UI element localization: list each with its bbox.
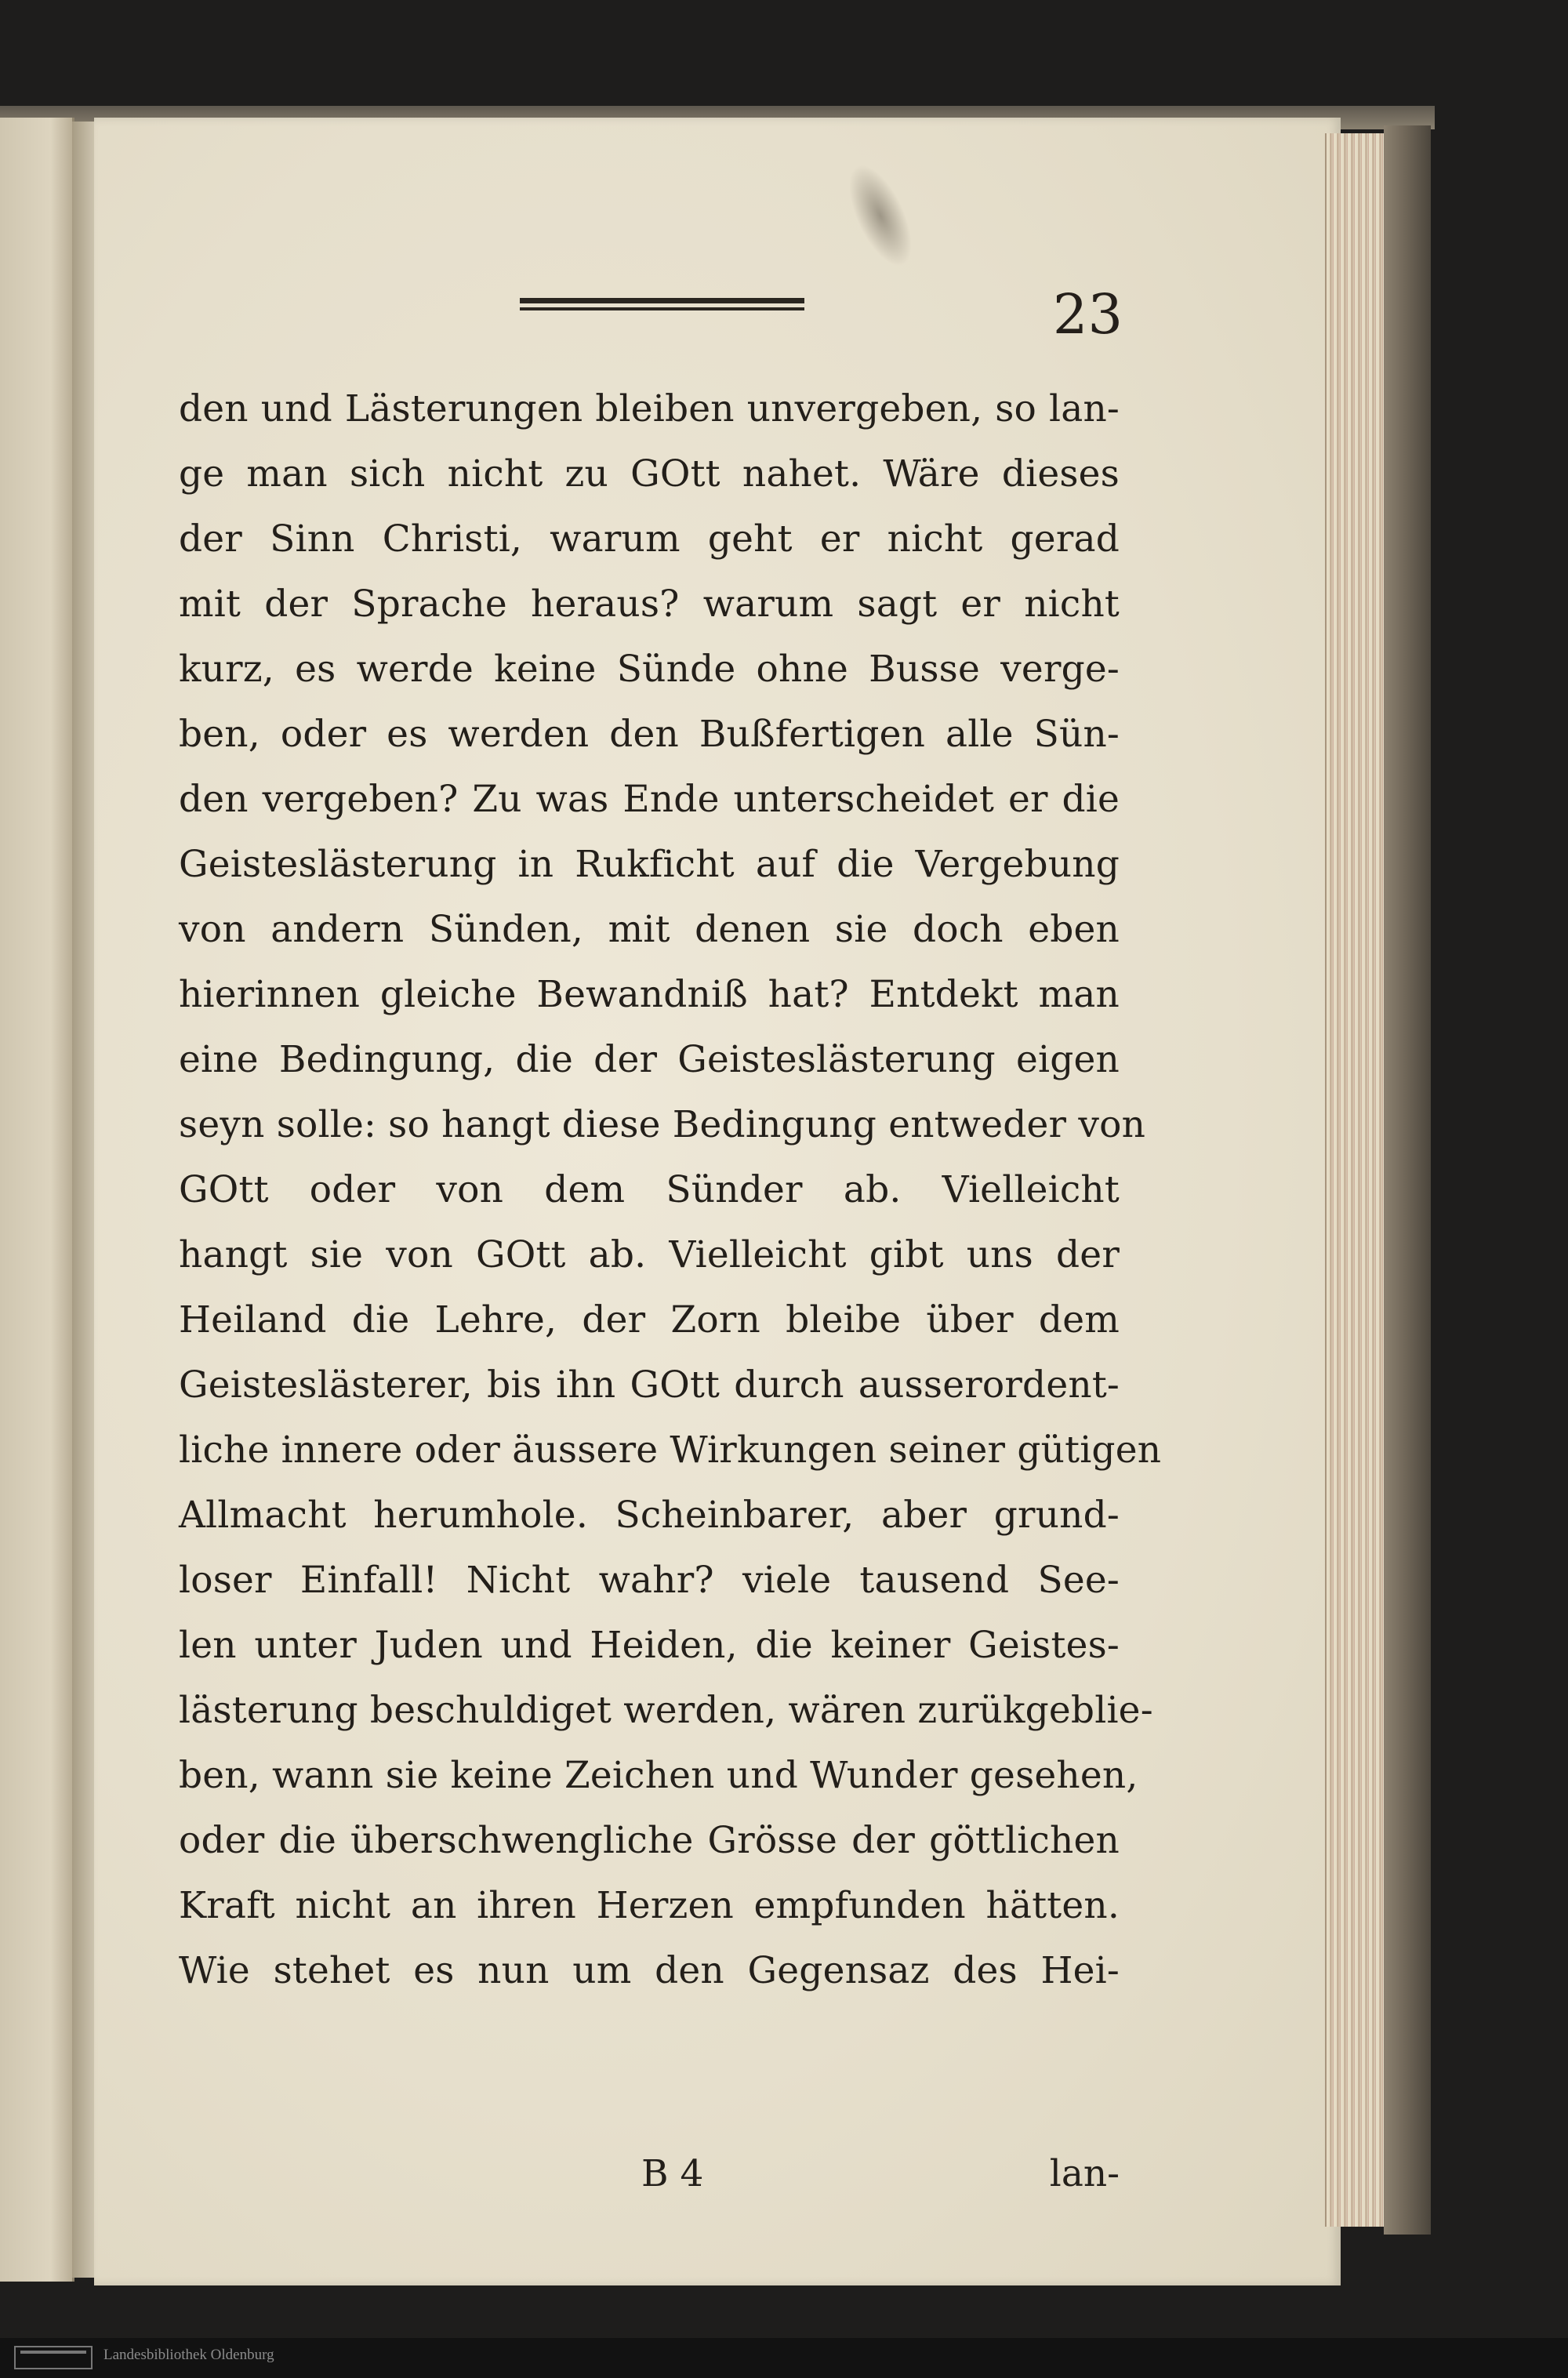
text-line: den vergeben? Zu was Ende unterscheidet er die xyxy=(179,778,1120,821)
page-edges xyxy=(1325,133,1385,2227)
text-line: Geisteslästerung in Rukficht auf die Vergebung xyxy=(179,843,1120,886)
text-line: Allmacht herumhole. Scheinbarer, aber grund- xyxy=(179,1494,1120,1537)
text-line: der Sinn Christi, warum geht er nicht gerad xyxy=(179,517,1120,561)
text-line: GOtt oder von dem Sünder ab. Vielleicht xyxy=(179,1168,1120,1211)
library-name: Landesbibliothek Oldenburg xyxy=(103,2347,274,2363)
text-line: den und Lästerungen bleiben unvergeben, so lan- xyxy=(179,387,1120,430)
catchword: lan- xyxy=(1049,2152,1120,2195)
text-line: Heiland die Lehre, der Zorn bleibe über dem xyxy=(179,1298,1120,1341)
header-rule xyxy=(520,298,804,314)
text-line: von andern Sünden, mit denen sie doch eben xyxy=(179,908,1120,951)
text-line: ben, oder es werden den Bußfertigen alle Sün- xyxy=(179,713,1120,756)
library-building-icon xyxy=(14,2346,93,2369)
text-line: Wie stehet es nun um den Gegensaz des Hei- xyxy=(179,1949,1120,1992)
text-line: kurz, es werde keine Sünde ohne Busse verge- xyxy=(179,648,1120,691)
text-line: len unter Juden und Heiden, die keiner Geistes- xyxy=(179,1624,1120,1667)
body-text xyxy=(179,376,1162,2003)
text-line: seyn solle: so hangt diese Bedingung entweder von xyxy=(179,1103,1146,1146)
page-footer xyxy=(179,2152,1120,2207)
book-cover-edge xyxy=(1384,125,1431,2235)
text-line: hangt sie von GOtt ab. Vielleicht gibt uns der xyxy=(179,1233,1120,1276)
text-line: Geisteslästerer, bis ihn GOtt durch ausserordent- xyxy=(179,1363,1120,1407)
text-line: Kraft nicht an ihren Herzen empfunden hätten. xyxy=(179,1884,1120,1927)
text-line: ge man sich nicht zu GOtt nahet. Wäre dieses xyxy=(179,452,1120,496)
text-line: oder die überschwengliche Grösse der göttlichen xyxy=(179,1819,1120,1862)
text-line: ben, wann sie keine Zeichen und Wunder gesehen, xyxy=(179,1754,1138,1797)
text-line: liche innere oder äussere Wirkungen seiner gütigen xyxy=(179,1429,1162,1472)
signature-mark: B 4 xyxy=(641,2152,704,2195)
text-line: lästerung beschuldiget werden, wären zurükgeblie- xyxy=(179,1689,1153,1732)
text-line: mit der Sprache heraus? warum sagt er nicht xyxy=(179,583,1120,626)
text-line: eine Bedingung, die der Geisteslästerung eigen xyxy=(179,1038,1120,1081)
text-line: loser Einfall! Nicht wahr? viele tausend See- xyxy=(179,1559,1120,1602)
text-line: hierinnen gleiche Bewandniß hat? Entdekt man xyxy=(179,973,1120,1016)
previous-page-edge xyxy=(0,118,74,2282)
page-number: 23 xyxy=(1052,282,1123,347)
